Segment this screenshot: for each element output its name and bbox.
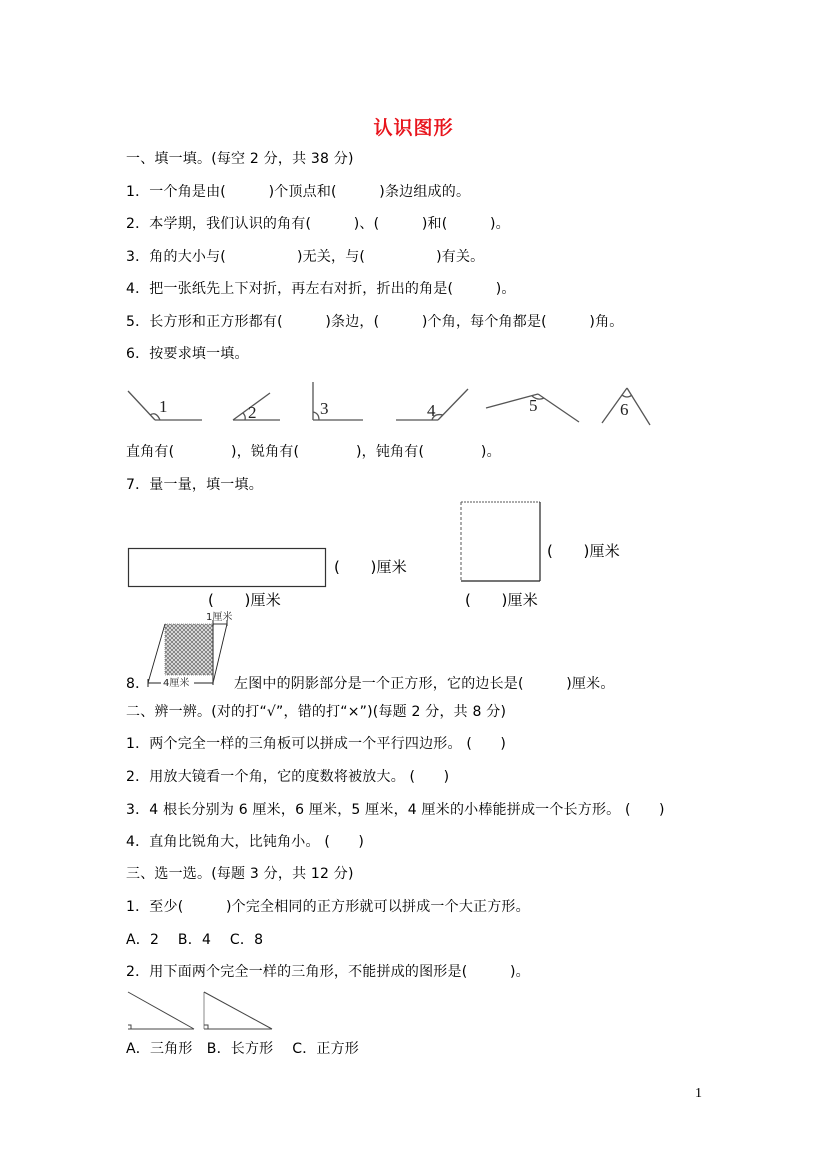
angle-3-figure — [313, 382, 363, 420]
section-3-heading: 三、选一选。(每题 3 分，共 12 分) — [126, 866, 354, 882]
angle-2-label: 2 — [248, 403, 257, 422]
question-1-8: 左图中的阴影部分是一个正方形，它的边长是( )厘米。 — [234, 676, 615, 692]
two-triangles-figure — [126, 990, 286, 1035]
angle-6-label: 6 — [620, 400, 629, 419]
parallelogram-bottom-label: 4厘米 — [163, 678, 190, 689]
section-2-heading: 二、辨一辨。(对的打“√”，错的打“×”)(每题 2 分，共 8 分) — [126, 704, 507, 720]
question-2-1: 1．两个完全一样的三角板可以拼成一个平行四边形。 ( ) — [126, 736, 507, 752]
square-figure — [460, 501, 542, 583]
question-1-3: 3．角的大小与( )无关，与( )有关。 — [126, 249, 485, 265]
question-1-6-answer-line: 直角有( )，锐角有( )，钝角有( )。 — [126, 444, 501, 460]
question-3-2: 2．用下面两个完全一样的三角形，不能拼成的图形是( )。 — [126, 964, 530, 980]
question-1-4: 4．把一张纸先上下对折，再左右对折，折出的角是( )。 — [126, 281, 516, 297]
triangle-1 — [128, 992, 194, 1029]
angle-2-figure — [233, 393, 280, 422]
question-1-1: 1．一个角是由( )个顶点和( )条边组成的。 — [126, 184, 471, 200]
angle-6-figure — [602, 388, 650, 425]
question-1-6: 6．按要求填一填。 — [126, 346, 249, 362]
angle-1-label: 1 — [159, 397, 168, 416]
question-3-1-options: A．2 B．4 C．8 — [126, 932, 264, 948]
page-number: 1 — [695, 1086, 702, 1101]
question-1-2: 2．本学期，我们认识的角有( )、( )和( )。 — [126, 216, 510, 232]
question-3-2-options: A．三角形 B．长方形 C．正方形 — [126, 1041, 360, 1057]
question-3-1: 1．至少( )个完全相同的正方形就可以拼成一个大正方形。 — [126, 899, 530, 915]
angle-5-label: 5 — [529, 396, 538, 415]
triangle-2 — [204, 992, 272, 1029]
question-2-4: 4．直角比锐角大，比钝角小。 ( ) — [126, 834, 365, 850]
page-title: 认识图形 — [373, 117, 454, 139]
question-1-7: 7．量一量，填一填。 — [126, 477, 263, 493]
angle-figures — [120, 375, 680, 435]
angle-1-figure — [128, 391, 202, 420]
question-1-5: 5．长方形和正方形都有( )条边，( )个角，每个角都是( )角。 — [126, 314, 624, 330]
square-side-answer-right: ( )厘米 — [547, 542, 620, 560]
rectangle-width-answer: ( )厘米 — [334, 558, 407, 576]
parallelogram-top-label: 1厘米 — [206, 612, 233, 623]
rectangle-length-answer: ( )厘米 — [208, 591, 281, 609]
angle-4-label: 4 — [427, 401, 436, 420]
rectangle-figure — [128, 548, 328, 588]
question-2-2: 2．用放大镜看一个角，它的度数将被放大。 ( ) — [126, 769, 450, 785]
square-side-answer-bottom: ( )厘米 — [465, 591, 538, 609]
question-2-3: 3．4 根长分别为 6 厘米，6 厘米，5 厘米，4 厘米的小棒能拼成一个长方形。 ( ) — [126, 802, 665, 818]
angle-3-label: 3 — [320, 399, 329, 418]
angle-5-figure — [486, 394, 579, 422]
angle-4-figure — [396, 389, 468, 420]
question-1-8-number: 8． — [126, 676, 150, 692]
section-1-heading: 一、填一填。(每空 2 分，共 38 分) — [126, 151, 354, 167]
